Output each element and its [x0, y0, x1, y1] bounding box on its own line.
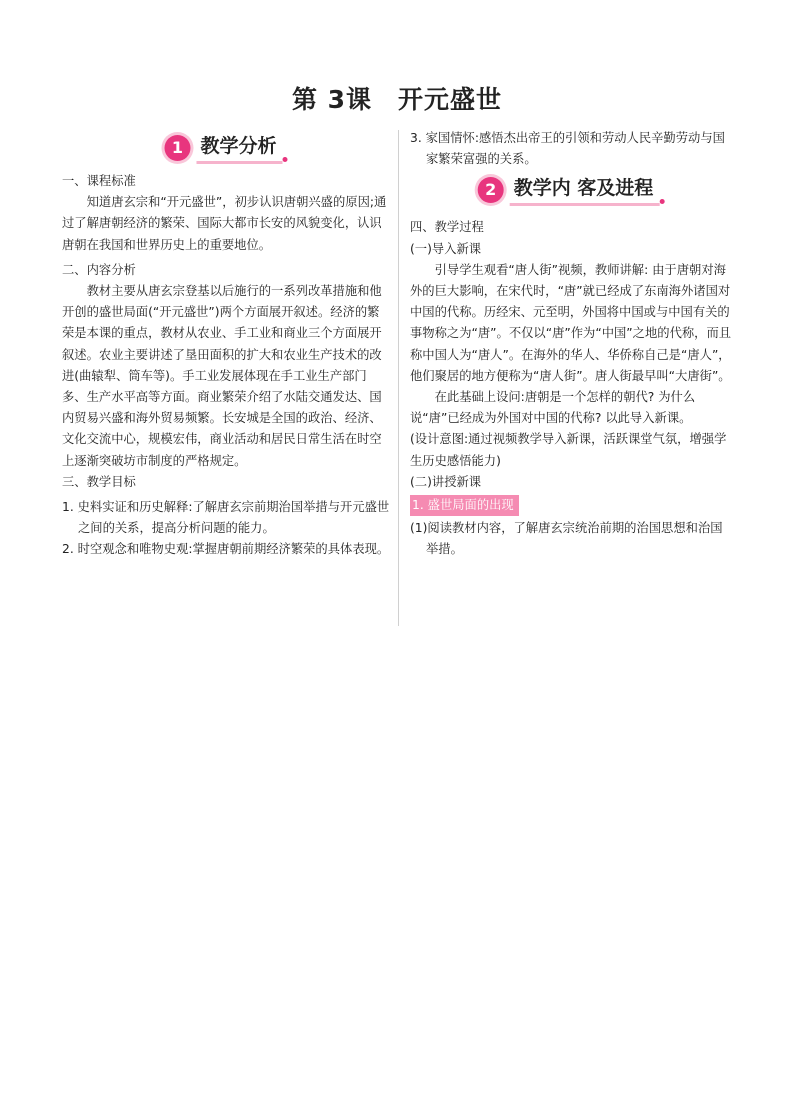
curriculum-paragraph: 知道唐玄宗和“开元盛世”，初步认识唐朝兴盛的原因;通过了解唐朝经济的繁荣、国际大都市长安的风貌变化，认识唐朝在我国和世界历史上的重要地位。 [62, 195, 387, 252]
intro-paragraph-1: 引导学生观看“唐人街”视频，教师讲解: 由于唐朝对海外的巨大影响，在宋代时，“唐”就已经成了东南海外诸国对中国的代称。历经宋、元至明，外国将中国或与中国有关的事物称之为“唐”。不仅以“唐”作为“中国”之地的代称，而且称中国人为“唐人”。在海外的华人、华侨称自己是“唐人”，他们聚居的地方便称为“唐人街”。唐人街最早叫“大唐街”。 [410, 262, 732, 383]
intro-paragraph-2: 在此基础上设问:唐朝是一个怎样的朝代? 为什么说“唐”已经成为外国对中国的代称? 以此导入新课。 [410, 390, 696, 426]
section-banner-analysis [62, 131, 390, 165]
intro-heading: (一)导入新课 [410, 241, 482, 256]
section-title: 教学分析 [196, 131, 282, 164]
goal-item-1: 1. 史料实证和历史解释:了解唐玄宗前期治国举措与开元盛世之间的关系，提高分析问题的能力。 [62, 500, 390, 536]
column-divider [398, 130, 399, 626]
process-heading: 四、教学过程 [410, 220, 484, 235]
page-title: 第 3课 开元盛世 [291, 85, 503, 114]
goal-item-2: 2. 时空观念和唯物史观:掌握唐朝前期经济繁荣的具体表现。 [62, 542, 390, 557]
curriculum-heading: 一、课程标准 [62, 174, 136, 188]
left-column [62, 128, 390, 561]
goals-heading: 三、教学目标 [62, 474, 136, 489]
right-column [410, 128, 732, 561]
step-item-1: (1)阅读教材内容，了解唐玄宗统治前期的治国思想和治国举措。 [410, 521, 723, 557]
subtopic-label: 1. 盛世局面的出现 [410, 495, 519, 516]
goal-item-3: 3. 家国情怀:感悟杰出帝王的引领和劳动人民辛勤劳动与国家繁荣富强的关系。 [410, 131, 725, 167]
lecture-heading: (二)讲授新课 [410, 474, 482, 489]
section-number-badge: 1 [164, 135, 190, 161]
section-number-badge: 2 [478, 177, 504, 203]
content-heading: 二、内容分析 [62, 262, 136, 277]
design-note: (设计意图:通过视频教学导入新课，活跃课堂气氛，增强学生历史感悟能力) [410, 432, 727, 468]
banner-dot-icon [283, 157, 288, 162]
section-banner-process [410, 173, 732, 207]
content-paragraph: 教材主要从唐玄宗登基以后施行的一系列改革措施和他开创的盛世局面(“开元盛世”)两个方面展开叙述。经济的繁荣是本课的重点，教材从农业、手工业和商业三个方面展开叙述。农业主要讲述了垦田面积的扩大和农业生产技术的改进(曲辕犁、筒车等)。手工业发展体现在手工业生产部门多、生产水平高等方面。商业繁荣介绍了水陆交通发达、国内贸易兴盛和海外贸易频繁。长安城是全国的政治、经济、文化交流中心，规模宏伟，商业活动和居民日常生活在时空上逐渐突破坊市制度的严格规定。 [62, 284, 382, 468]
section-title: 教学内 客及进程 [510, 173, 660, 206]
banner-dot-icon [659, 199, 664, 204]
